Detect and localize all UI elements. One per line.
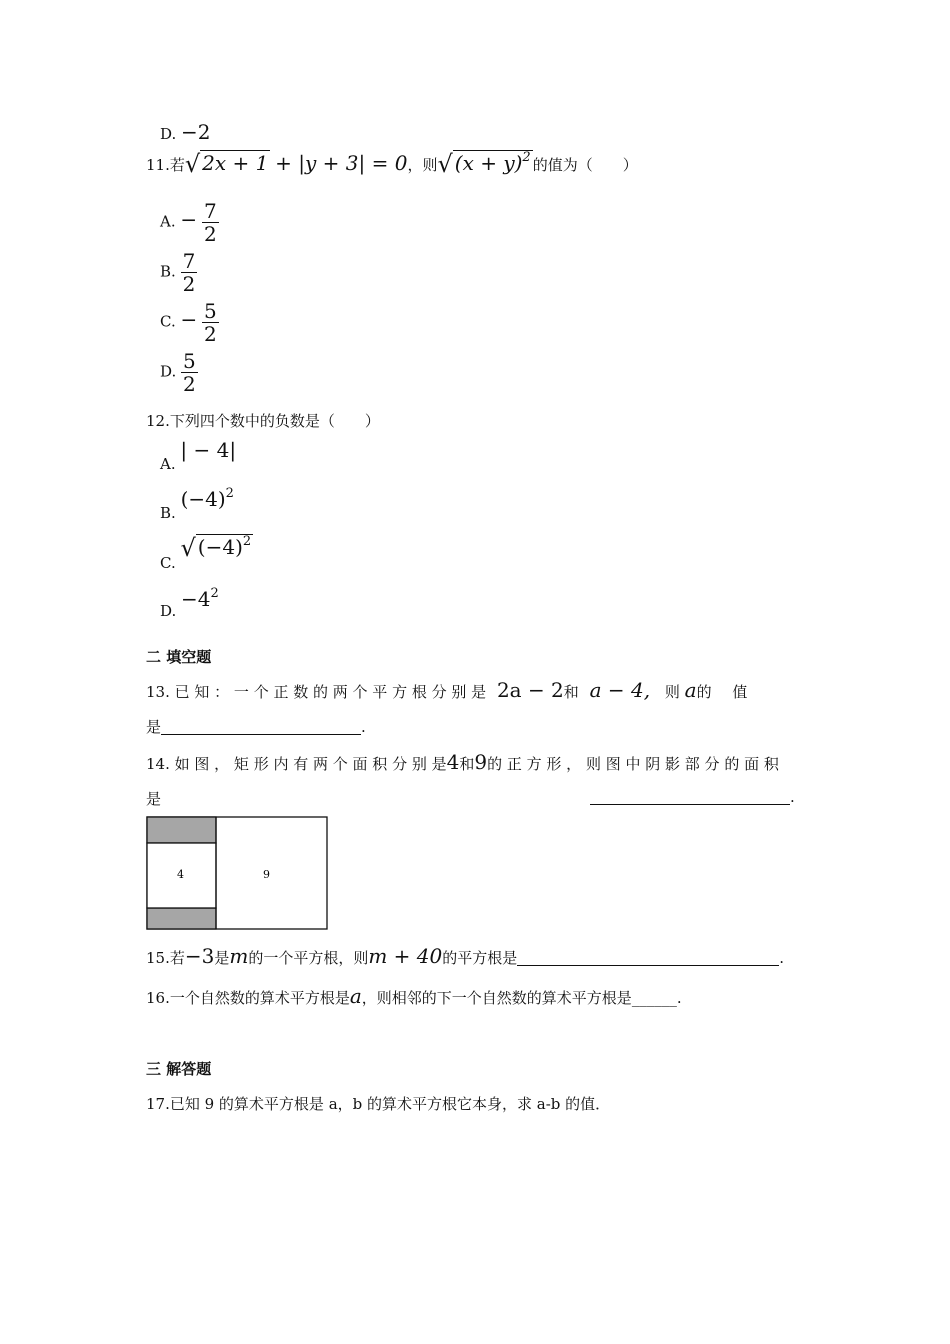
- q16-text: 16.一个自然数的算术平方根是: [146, 989, 350, 1007]
- sqrt-expression-2: √ $(x + y)^2$: [437, 150, 531, 178]
- q14-answer: [590, 788, 795, 806]
- q11-option-a: [160, 200, 219, 245]
- conjunction: 则: [664, 683, 680, 701]
- value: −3: [184, 944, 215, 968]
- fraction: $\frac{5}{2}$: [204, 299, 217, 346]
- fraction: $\frac{5}{2}$: [183, 349, 196, 396]
- q14-line1: [146, 750, 779, 774]
- conjunction: 和: [459, 755, 475, 773]
- q13-text: 是: [146, 718, 162, 736]
- option-label: C.: [160, 554, 176, 572]
- period: .: [779, 949, 785, 967]
- q11-comma: ，则: [407, 156, 438, 174]
- value: 9: [474, 750, 488, 774]
- q17-line: 17.已知 9 的算术平方根是 a，b 的算术平方根它本身，求 a-b 的值．: [146, 1095, 611, 1113]
- q15-line: [146, 944, 784, 968]
- q10-option-d: [160, 120, 211, 144]
- option-label: A.: [160, 212, 176, 231]
- variable: m: [229, 944, 249, 968]
- shaded-region-top: [147, 817, 216, 843]
- expression: a − 4,: [589, 678, 651, 702]
- big-square-label: 9: [263, 868, 270, 881]
- option-exponent: 2: [225, 486, 234, 501]
- q13-text: 13. 已 知 ： 一 个 正 数 的 两 个 平 方 根 分 别 是: [146, 683, 487, 701]
- q13-end: 的 值: [696, 683, 756, 701]
- conjunction: 和: [563, 683, 579, 701]
- q12-stem: 12.下列四个数中的负数是（ ）: [146, 412, 380, 430]
- q11-option-b: [160, 250, 197, 295]
- q13-line2: [146, 716, 366, 737]
- option-base: (−4): [180, 487, 226, 511]
- option-label: B.: [160, 262, 176, 281]
- answer-blank[interactable]: [161, 734, 361, 735]
- small-square-label: 4: [177, 868, 184, 881]
- q11-option-c: [160, 300, 219, 345]
- q15-text: 是: [214, 949, 230, 967]
- period: .: [361, 718, 366, 736]
- option-label: D.: [160, 362, 177, 381]
- q11-option-d: [160, 350, 198, 395]
- q16-text: ，则相邻的下一个自然数的算术平方根是: [361, 989, 632, 1007]
- q12-option-c: [160, 534, 253, 572]
- answer-blank[interactable]: [590, 804, 790, 805]
- shaded-region-bottom: [147, 908, 216, 929]
- q12-option-d: [160, 586, 219, 620]
- variable: a: [349, 984, 362, 1008]
- fraction: $\frac{7}{2}$: [182, 249, 196, 296]
- answer-blank[interactable]: [517, 965, 779, 966]
- variable: a: [684, 678, 697, 702]
- option-label: C.: [160, 312, 176, 331]
- q11-prefix: 若: [169, 156, 185, 174]
- q12-option-b: [160, 486, 234, 522]
- section-heading-fill-in: 二 填空题: [146, 648, 212, 666]
- question-number: 11.: [146, 156, 170, 174]
- option-label: A.: [160, 455, 176, 473]
- option-sign: −: [180, 207, 198, 232]
- expression: 2a − 2: [496, 678, 564, 702]
- option-value: | − 4|: [180, 438, 237, 462]
- expression: m + 40: [368, 944, 443, 968]
- sqrt-expression: √ 2x + 1: [184, 150, 269, 178]
- option-label: D.: [160, 602, 177, 620]
- value: 4: [446, 750, 460, 774]
- q14-line2: [146, 788, 161, 809]
- section-heading-answer: 三 解答题: [146, 1060, 212, 1078]
- answer-blank[interactable]: ______: [631, 989, 677, 1007]
- q12-option-a: [160, 438, 237, 473]
- q14-text: 的 正 方 形 ， 则 图 中 阴 影 部 分 的 面 积: [487, 755, 779, 773]
- period: .: [790, 788, 795, 806]
- q15-text: 15.若: [146, 949, 185, 967]
- q15-text: 的平方根是: [442, 949, 518, 967]
- option-base: −4: [181, 587, 211, 611]
- q11-eq-rest: + |y + 3| = 0: [275, 151, 408, 175]
- fraction: $\frac{7}{2}$: [203, 199, 217, 246]
- option-label: D.: [160, 125, 177, 143]
- q15-text: 的一个平方根，则: [248, 949, 369, 967]
- q11-stem: [146, 150, 638, 178]
- q14-text: 是: [146, 790, 162, 808]
- sqrt-expression: √ $(-4)^2$: [180, 534, 252, 562]
- q11-suffix: 的值为（ ）: [532, 156, 638, 174]
- option-label: B.: [160, 504, 176, 522]
- option-value: −2: [181, 120, 211, 144]
- option-exponent: 2: [210, 586, 219, 601]
- option-sign: −: [180, 307, 198, 332]
- period: .: [676, 989, 682, 1007]
- q16-line: [146, 984, 682, 1008]
- q14-text: 14. 如 图 ， 矩 形 内 有 两 个 面 积 分 别 是: [146, 755, 447, 773]
- q13-line1: [146, 678, 755, 702]
- rectangle-figure: [146, 816, 328, 930]
